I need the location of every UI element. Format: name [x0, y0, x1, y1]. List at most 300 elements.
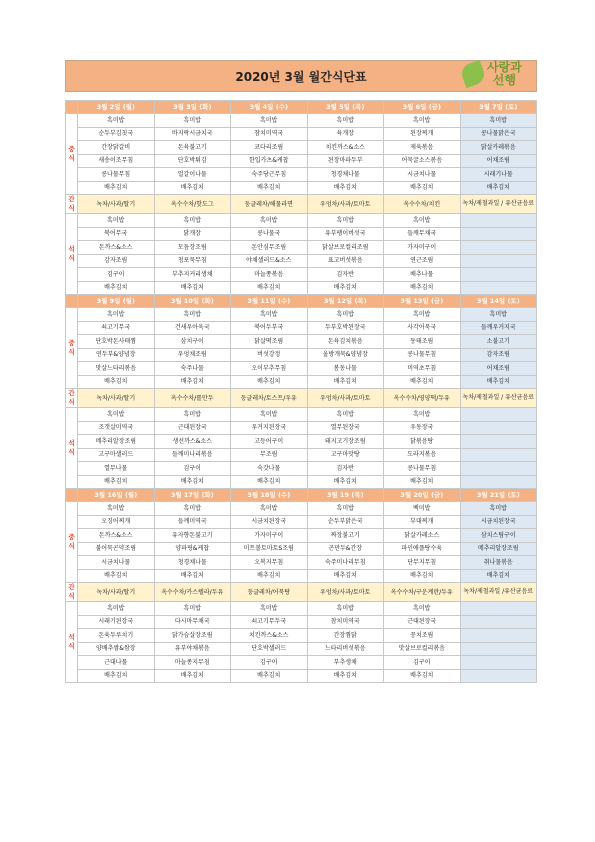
date-row [66, 489, 537, 502]
dinner-row [66, 408, 537, 422]
snack-item: 옥수수차/핫도그 [154, 195, 231, 214]
dinner-item: 부추생채 [307, 656, 384, 670]
dinner-item: 돼지고기장조림 [307, 435, 384, 449]
snack-item: 녹차/제철과일 / 유산균음료 [460, 389, 537, 408]
lunch-row [66, 168, 537, 182]
dinner-item: 근대된장국 [154, 421, 231, 435]
lunch-item: 닭살떡조림 [231, 335, 308, 349]
dinner-row [66, 462, 537, 476]
dinner-item: 감자조림 [78, 254, 155, 268]
dinner-item: 가자미구이 [384, 241, 461, 255]
dinner-item: 열무된장국 [307, 421, 384, 435]
dinner-row [66, 475, 537, 489]
dinner-item: 배추김치 [154, 281, 231, 295]
lunch-row [66, 502, 537, 516]
lunch-item: 흑미밥 [307, 114, 384, 128]
lunch-item: 흑미밥 [78, 114, 155, 128]
dinner-item [460, 281, 537, 295]
dinner-item: 부추지커리생채 [154, 268, 231, 282]
dinner-item: 숙갓나물 [231, 462, 308, 476]
lunch-item: 배추김치 [78, 181, 155, 195]
lunch-item: 감자조림 [460, 348, 537, 362]
dinner-item [460, 629, 537, 643]
lunch-item: 단호박튀김 [154, 154, 231, 168]
lunch-item: 우엉채조림 [154, 348, 231, 362]
lunch-item: 미트볼토마토S조림 [231, 542, 308, 556]
lunch-row [66, 375, 537, 389]
dinner-label: 석식 [66, 214, 78, 295]
dinner-item: 흑미밥 [78, 214, 155, 228]
lunch-item: 배추김치 [154, 181, 231, 195]
snack-item: 옥수수차/카스텔라/두유 [154, 583, 231, 602]
lunch-item: 배추김치 [307, 375, 384, 389]
lunch-item: 배추김치 [231, 375, 308, 389]
dinner-item: 흑미밥 [231, 602, 308, 616]
monthly-menu-table [65, 100, 537, 683]
date-cell: 3월 12일 (목) [307, 295, 384, 308]
date-cell: 3월 18일 (수) [231, 489, 308, 502]
dinner-item [460, 254, 537, 268]
lunch-item: 새송이조무침 [78, 154, 155, 168]
leaf-icon [459, 60, 487, 88]
lunch-item: 가자미구이 [231, 529, 308, 543]
lunch-item: 배추김치 [231, 181, 308, 195]
lunch-item: 건새우아욱국 [154, 321, 231, 335]
dinner-item: 배추김치 [154, 475, 231, 489]
dinner-row [66, 615, 537, 629]
snack-label: 간식 [66, 389, 78, 408]
dinner-item: 김구이 [154, 462, 231, 476]
lunch-item: 숙주미나리무침 [307, 556, 384, 570]
dinner-item: 우동장국 [384, 421, 461, 435]
dinner-item: 배추김치 [78, 281, 155, 295]
lunch-item: 흑미밥 [154, 308, 231, 322]
dinner-row [66, 421, 537, 435]
dinner-item: 무조림 [231, 448, 308, 462]
dinner-item: 흑미밥 [384, 602, 461, 616]
lunch-item: 숙주나물 [154, 362, 231, 376]
dinner-item: 배추김치 [384, 475, 461, 489]
date-corner [66, 101, 78, 114]
dinner-item: 배추김치 [78, 669, 155, 683]
lunch-item: 맛살느타리볶음 [78, 362, 155, 376]
dinner-item [460, 462, 537, 476]
dinner-item: 닭개장 [154, 227, 231, 241]
date-cell: 3월 19 (목) [307, 489, 384, 502]
lunch-item: 흑미밥 [78, 502, 155, 516]
dinner-row [66, 602, 537, 616]
dinner-item: 배추김치 [154, 669, 231, 683]
dinner-item: 흑미밥 [78, 602, 155, 616]
lunch-item: 짜장불고기 [307, 529, 384, 543]
lunch-item: 코다리조림 [231, 141, 308, 155]
lunch-item: 시금치나물 [384, 168, 461, 182]
dinner-item [460, 656, 537, 670]
dinner-item: 유부야채볶음 [154, 642, 231, 656]
lunch-item: 배추김치 [78, 375, 155, 389]
lunch-item: 메추리알장조림 [460, 542, 537, 556]
lunch-row [66, 308, 537, 322]
lunch-item: 닭살카레볶음 [460, 141, 537, 155]
dinner-item: 흑미밥 [231, 214, 308, 228]
snack-label: 간식 [66, 583, 78, 602]
dinner-item: 김구이 [384, 656, 461, 670]
date-cell: 3월 11일 (수) [231, 295, 308, 308]
lunch-item: 파인애플탕수육 [384, 542, 461, 556]
lunch-label: 중식 [66, 308, 78, 389]
dinner-item [460, 214, 537, 228]
dinner-row [66, 656, 537, 670]
dinner-item: 야채샐러드&소스 [231, 254, 308, 268]
lunch-item: 흑미밥 [460, 502, 537, 516]
dinner-item: 맛살브로컬리볶음 [384, 642, 461, 656]
dinner-item: 느타리버섯볶음 [307, 642, 384, 656]
lunch-item: 시금치된장국 [231, 515, 308, 529]
snack-item: 옥수수차/구운계란/두유 [384, 583, 461, 602]
lunch-item: 사각어묵국 [384, 321, 461, 335]
date-cell: 3월 4일 (수) [231, 101, 308, 114]
lunch-item: 배추김치 [78, 569, 155, 583]
dinner-row [66, 435, 537, 449]
lunch-item: 어채조림 [460, 362, 537, 376]
snack-item: 옥수수차/치킨 [384, 195, 461, 214]
dinner-item: 배추김치 [307, 281, 384, 295]
dinner-row [66, 629, 537, 643]
dinner-item: 쇠고기무두국 [231, 615, 308, 629]
dinner-item: 닭살브로컬리조림 [307, 241, 384, 255]
lunch-item: 치킨까스&소스 [307, 141, 384, 155]
snack-item: 옥수수차/영양떡/두유 [384, 389, 461, 408]
dinner-item: 김구이 [78, 268, 155, 282]
lunch-item: 콩나물맑은국 [460, 127, 537, 141]
dinner-row [66, 268, 537, 282]
dinner-item: 흑미밥 [307, 602, 384, 616]
snack-item: 녹차/사과/딸기 [78, 583, 155, 602]
dinner-row [66, 214, 537, 228]
lunch-row [66, 556, 537, 570]
snack-item: 둥글레차/어묵탕 [231, 583, 308, 602]
dinner-item [460, 602, 537, 616]
lunch-item: 콩나물무침 [384, 348, 461, 362]
lunch-item: 돈육불고기 [154, 141, 231, 155]
lunch-item: 닭살카레소스 [384, 529, 461, 543]
lunch-item: 쇠고기무국 [78, 321, 155, 335]
dinner-row [66, 281, 537, 295]
lunch-item: 흑미밥 [460, 114, 537, 128]
lunch-item: 배추김치 [460, 569, 537, 583]
date-cell: 3월 3일 (화) [154, 101, 231, 114]
dinner-item: 꽁치조림 [384, 629, 461, 643]
lunch-row [66, 515, 537, 529]
date-cell: 3월 21일 (토) [460, 489, 537, 502]
dinner-item: 다시마무채국 [154, 615, 231, 629]
lunch-item: 흑미밥 [460, 308, 537, 322]
date-cell: 3월 14일 (토) [460, 295, 537, 308]
date-cell: 3월 6일 (금) [384, 101, 461, 114]
lunch-item: 흑미밥 [384, 308, 461, 322]
lunch-item: 청경채나물 [307, 168, 384, 182]
dinner-item [460, 669, 537, 683]
lunch-row [66, 335, 537, 349]
lunch-item: 유자향돈불고기 [154, 529, 231, 543]
dinner-item: 흑미밥 [154, 602, 231, 616]
logo [462, 56, 544, 92]
snack-item: 우엉차/사과/토마토 [307, 583, 384, 602]
dinner-item: 닭볶음탕 [384, 435, 461, 449]
logo-line1: 사랑과 [487, 60, 522, 74]
dinner-item: 조갯살미역국 [78, 421, 155, 435]
lunch-item: 참치미역국 [231, 127, 308, 141]
snack-row [66, 583, 537, 602]
dinner-item: 배추김치 [231, 669, 308, 683]
lunch-row [66, 181, 537, 195]
logo-text [487, 61, 522, 87]
lunch-item: 단호박돈사태찜 [78, 335, 155, 349]
lunch-row [66, 362, 537, 376]
dinner-item: 고구마샐러드 [78, 448, 155, 462]
snack-item: 녹차/사과/딸기 [78, 389, 155, 408]
lunch-item: 제육볶음 [384, 141, 461, 155]
dinner-item: 콩나물국 [231, 227, 308, 241]
lunch-item: 콩나물무침 [78, 168, 155, 182]
lunch-item: 백미밥 [384, 502, 461, 516]
dinner-item: 김자반 [307, 268, 384, 282]
lunch-item: 오복지무침 [231, 556, 308, 570]
dinner-item: 근대나물 [78, 656, 155, 670]
lunch-item: 흑미밥 [307, 308, 384, 322]
dinner-row [66, 227, 537, 241]
lunch-row [66, 529, 537, 543]
snack-label: 간식 [66, 195, 78, 214]
dinner-item: 연근조림 [384, 254, 461, 268]
lunch-item: 배추김치 [460, 375, 537, 389]
lunch-row [66, 114, 537, 128]
dinner-item: 모듬장조림 [154, 241, 231, 255]
lunch-item: 돈육김치볶음 [307, 335, 384, 349]
lunch-item: 한입카츠&케찹 [231, 154, 308, 168]
lunch-item: 순두부맑은국 [307, 515, 384, 529]
dinner-item: 우거지된장국 [231, 421, 308, 435]
dinner-item: 김구이 [231, 656, 308, 670]
lunch-item: 양파링&케찹 [154, 542, 231, 556]
lunch-item: 배추김치 [154, 375, 231, 389]
dinner-item [460, 408, 537, 422]
date-cell: 3월 2일 (월) [78, 101, 155, 114]
lunch-item: 삼치스팀구이 [460, 529, 537, 543]
date-cell: 3월 9일 (월) [78, 295, 155, 308]
lunch-item: 배추김치 [307, 569, 384, 583]
lunch-item: 올방개묵&양념장 [307, 348, 384, 362]
dinner-item: 고등어구이 [231, 435, 308, 449]
dinner-item: 돈까스&소스 [78, 241, 155, 255]
lunch-row [66, 569, 537, 583]
lunch-item: 시금치나물 [78, 556, 155, 570]
dinner-item: 배추김치 [307, 669, 384, 683]
dinner-item: 메추리알장조림 [78, 435, 155, 449]
lunch-item: 배추김치 [307, 181, 384, 195]
lunch-item: 흑미밥 [154, 502, 231, 516]
lunch-item: 흑미밥 [231, 502, 308, 516]
lunch-item: 연두부&양념장 [78, 348, 155, 362]
dinner-item: 간장찜닭 [307, 629, 384, 643]
dinner-item: 흑미밥 [78, 408, 155, 422]
lunch-item: 소불고기 [460, 335, 537, 349]
dinner-item [460, 268, 537, 282]
dinner-label: 석식 [66, 602, 78, 683]
lunch-row [66, 348, 537, 362]
dinner-item: 시래기된장국 [78, 615, 155, 629]
date-row [66, 101, 537, 114]
lunch-item: 얼갈이나물 [154, 168, 231, 182]
lunch-item: 흑미밥 [384, 114, 461, 128]
dinner-item: 북어무국 [78, 227, 155, 241]
dinner-row [66, 642, 537, 656]
dinner-item: 배추나물 [384, 268, 461, 282]
date-cell: 3월 10일 (화) [154, 295, 231, 308]
lunch-item: 배추김치 [384, 375, 461, 389]
dinner-item: 배추김치 [231, 475, 308, 489]
dinner-item: 흑미밥 [154, 214, 231, 228]
lunch-item: 돈까스&소스 [78, 529, 155, 543]
lunch-item: 곤만두&간장 [307, 542, 384, 556]
lunch-item: 미역초무침 [384, 362, 461, 376]
lunch-item: 육개장 [307, 127, 384, 141]
dinner-item: 생선까스&소스 [154, 435, 231, 449]
date-cell: 3월 20일 (금) [384, 489, 461, 502]
lunch-row [66, 154, 537, 168]
dinner-item: 마늘쫑볶음 [231, 268, 308, 282]
dinner-item: 열무나물 [78, 462, 155, 476]
dinner-item: 돈안심무조림 [231, 241, 308, 255]
dinner-item [460, 448, 537, 462]
date-corner [66, 489, 78, 502]
snack-row [66, 195, 537, 214]
dinner-item: 흑미밥 [384, 408, 461, 422]
snack-item: 둥글레차/해물라면 [231, 195, 308, 214]
date-cell: 3월 5일 (목) [307, 101, 384, 114]
dinner-item [460, 421, 537, 435]
lunch-item: 봄동나물 [307, 362, 384, 376]
dinner-item: 배추김치 [78, 475, 155, 489]
dinner-row [66, 241, 537, 255]
lunch-item: 바지락시금치국 [154, 127, 231, 141]
dinner-item: 단호박샐러드 [231, 642, 308, 656]
lunch-item: 간장닭갈비 [78, 141, 155, 155]
logo-line2: 선행 [492, 73, 516, 87]
lunch-item: 된장찌개 [384, 127, 461, 141]
date-cell: 3월 16일 (월) [78, 489, 155, 502]
lunch-item: 두부호박된장국 [307, 321, 384, 335]
dinner-item: 참치미역국 [307, 615, 384, 629]
lunch-item: 흑미밥 [78, 308, 155, 322]
lunch-item: 어묵굴소스볶음 [384, 154, 461, 168]
lunch-label: 중식 [66, 502, 78, 583]
dinner-item: 배추김치 [384, 669, 461, 683]
lunch-item: 들깨미역국 [154, 515, 231, 529]
date-cell: 3월 13일 (금) [384, 295, 461, 308]
dinner-item: 흑미밥 [231, 408, 308, 422]
lunch-item: 흑미밥 [154, 114, 231, 128]
dinner-item: 근대된장국 [384, 615, 461, 629]
lunch-item: 어채조림 [460, 154, 537, 168]
date-cell: 3월 7일 (토) [460, 101, 537, 114]
lunch-row [66, 321, 537, 335]
dinner-item: 고구마맛탕 [307, 448, 384, 462]
lunch-item: 오징어찌개 [78, 515, 155, 529]
dinner-item [460, 615, 537, 629]
lunch-item: 흑미밥 [307, 502, 384, 516]
lunch-item: 배추김치 [460, 181, 537, 195]
snack-item: 우엉차/사과/토마토 [307, 195, 384, 214]
lunch-item: 불어묵곤약조림 [78, 542, 155, 556]
date-cell: 3월 17일 (화) [154, 489, 231, 502]
lunch-item: 삼치구이 [154, 335, 231, 349]
dinner-item: 배추김치 [231, 281, 308, 295]
lunch-item: 단무지무침 [384, 556, 461, 570]
lunch-item: 시금치된장국 [460, 515, 537, 529]
menu-title: 2020년 3월 월간식단표 [65, 60, 537, 92]
snack-item: 옥수수차/롤만두 [154, 389, 231, 408]
lunch-row [66, 542, 537, 556]
dinner-label: 석식 [66, 408, 78, 489]
dinner-item: 돈육두루치기 [78, 629, 155, 643]
lunch-item: 북어두부국 [231, 321, 308, 335]
snack-item: 녹차/사과/딸기 [78, 195, 155, 214]
lunch-item: 버섯강정 [231, 348, 308, 362]
lunch-item: 오이부추무침 [231, 362, 308, 376]
date-corner [66, 295, 78, 308]
lunch-item: 청경채나물 [154, 556, 231, 570]
lunch-item: 순두부김칫국 [78, 127, 155, 141]
dinner-item [460, 227, 537, 241]
lunch-item: 취나물볶음 [460, 556, 537, 570]
dinner-item: 흑미밥 [154, 408, 231, 422]
lunch-item: 부대찌개 [384, 515, 461, 529]
dinner-item: 흑미밥 [307, 408, 384, 422]
date-row [66, 295, 537, 308]
dinner-item: 흑미밥 [307, 214, 384, 228]
lunch-item: 흑미밥 [231, 114, 308, 128]
dinner-item: 유부팽이버섯국 [307, 227, 384, 241]
dinner-item: 표고버섯볶음 [307, 254, 384, 268]
dinner-row [66, 669, 537, 683]
dinner-row [66, 254, 537, 268]
dinner-item: 치킨까스&소스 [231, 629, 308, 643]
dinner-item [460, 475, 537, 489]
dinner-item: 배추김치 [307, 475, 384, 489]
dinner-item: 양배추쌈&쌈장 [78, 642, 155, 656]
snack-item: 우엉차/사과/토마토 [307, 389, 384, 408]
snack-item: 녹차/제철과일 /유산균음료 [460, 583, 537, 602]
snack-row [66, 389, 537, 408]
lunch-item: 숙주당근무침 [231, 168, 308, 182]
dinner-item: 배추김치 [384, 281, 461, 295]
lunch-item: 흑미밥 [231, 308, 308, 322]
dinner-item: 마늘종지무침 [154, 656, 231, 670]
dinner-item [460, 435, 537, 449]
dinner-item: 닭가슴살장조림 [154, 629, 231, 643]
lunch-item: 동태조림 [384, 335, 461, 349]
lunch-item: 배추김치 [154, 569, 231, 583]
lunch-label: 중식 [66, 114, 78, 195]
lunch-item: 들깨우거지국 [460, 321, 537, 335]
dinner-item: 청포묵무침 [154, 254, 231, 268]
snack-item: 둥글레차/토스트/우유 [231, 389, 308, 408]
dinner-item: 콩나물무침 [384, 462, 461, 476]
dinner-item: 들깨무채국 [384, 227, 461, 241]
dinner-item: 도라지볶음 [384, 448, 461, 462]
dinner-row [66, 448, 537, 462]
